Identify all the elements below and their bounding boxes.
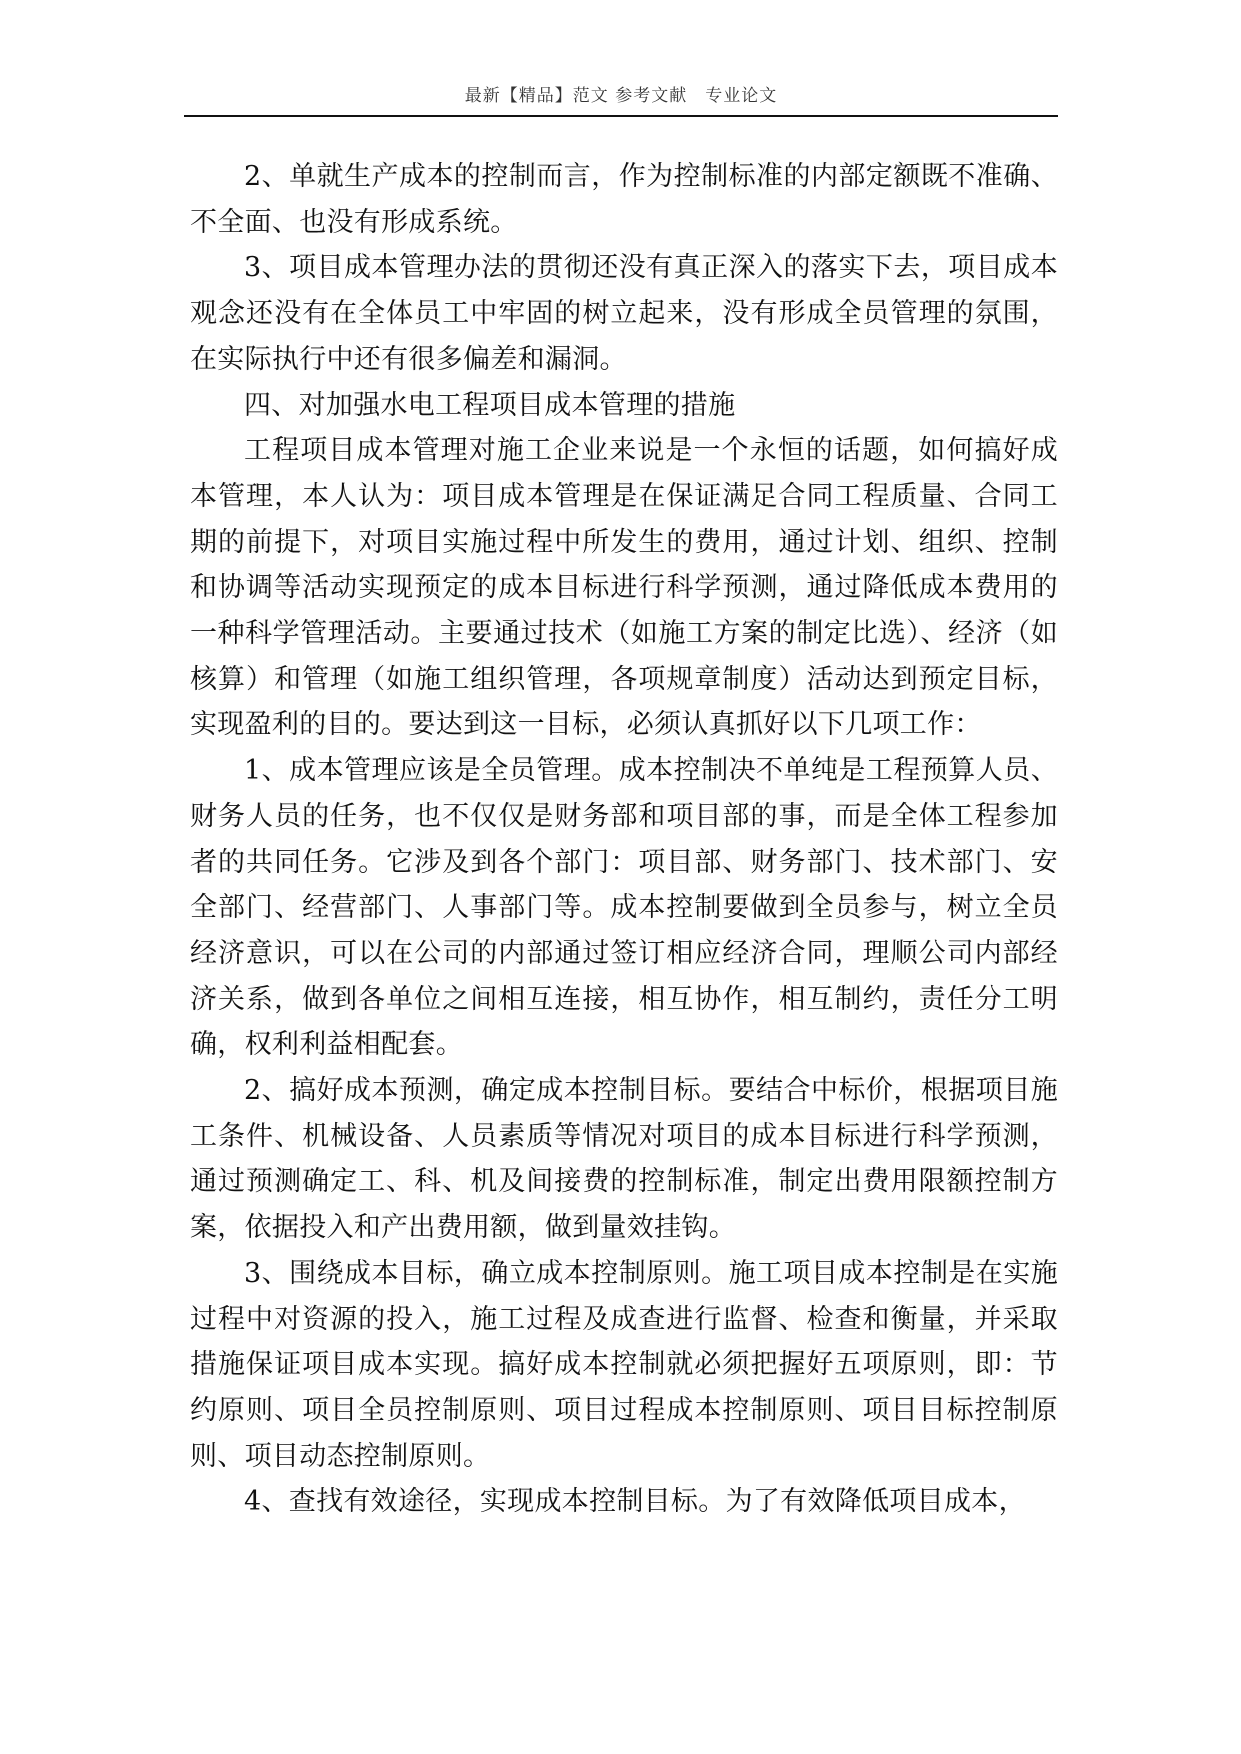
paragraph-3: 工程项目成本管理对施工企业来说是一个永恒的话题，如何搞好成本管理，本人认为：项目成本管理是在保证满足合同工程质量、合同工期的前提下，对项目实施过程中所发生的费用，通过计划、组织、控制和协调等活动实现预定的成本目标进行科学预测，通过降低成本费用的一种科学管理活动。主要通过技术（如施工方案的制定比选）、经济（如核算）和管理（如施工组织管理，各项规章制度）活动达到预定目标，实现盈利的目的。要达到这一目标，必须认真抓好以下几项工作： — [190, 435, 1058, 741]
paragraph-2: 3、项目成本管理办法的贯彻还没有真正深入的落实下去，项目成本观念还没有在全体员工中牢固的树立起来，没有形成全员管理的氛围，在实际执行中还有很多偏差和漏洞。 — [190, 252, 1058, 375]
paragraph-1: 2、单就生产成本的控制而言，作为控制标准的内部定额既不准确、不全面、也没有形成系统。 — [190, 161, 1058, 238]
paragraph-4: 1、成本管理应该是全员管理。成本控制决不单纯是工程预算人员、财务人员的任务，也不仅仅是财务部和项目部的事，而是全体工程参加者的共同任务。它涉及到各个部门：项目部、财务部门、技术部门、安全部门、经营部门、人事部门等。成本控制要做到全员参与，树立全员经济意识，可以在公司的内部通过签订相应经济合同，理顺公司内部经济关系，做到各单位之间相互连接，相互协作，相互制约，责任分工明确，权利利益相配套。 — [190, 755, 1058, 1061]
section-heading: 四、对加强水电工程项目成本管理的措施 — [244, 389, 736, 421]
page-header: 最新【精品】范文 参考文献 专业论文 — [464, 86, 778, 106]
paragraph-6: 3、围绕成本目标，确立成本控制原则。施工项目成本控制是在实施过程中对资源的投入，施工过程及成查进行监督、检查和衡量，并采取措施保证项目成本实现。搞好成本控制就必须把握好五项原则，即：节约原则、项目全员控制原则、项目过程成本控制原则、项目目标控制原则、项目动态控制原则。 — [190, 1257, 1058, 1472]
document-body — [190, 154, 1058, 1525]
paragraph-7: 4、查找有效途径，实现成本控制目标。为了有效降低项目成本， — [244, 1486, 1026, 1518]
header-divider — [184, 115, 1058, 117]
paragraph-5: 2、搞好成本预测，确定成本控制目标。要结合中标价，根据项目施工条件、机械设备、人员素质等情况对项目的成本目标进行科学预测，通过预测确定工、科、机及间接费的控制标准，制定出费用限额控制方案，依据投入和产出费用额，做到量效挂钩。 — [190, 1075, 1058, 1244]
